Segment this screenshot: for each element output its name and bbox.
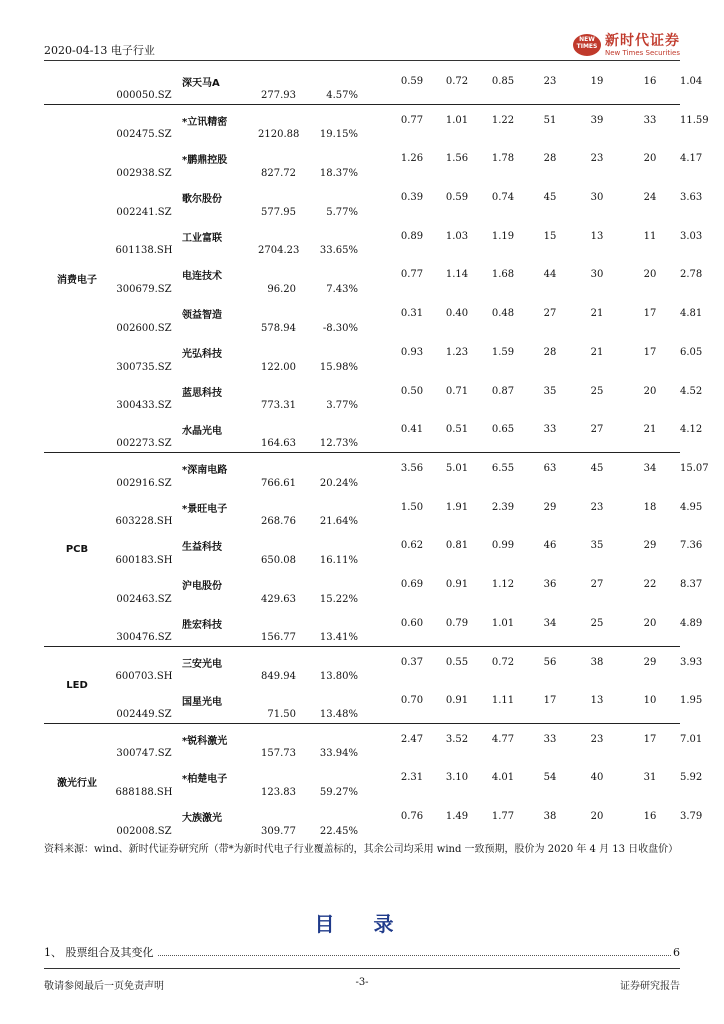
spacer-cell — [358, 143, 390, 182]
table-row: 300433.SZ 蓝思科技 773.31 3.77% 0.50 0.71 0.87 35 25 20 4.52 — [44, 376, 680, 415]
toc-entry-label: 1、 股票组合及其变化 — [44, 946, 154, 959]
market-value: 577.95 — [261, 206, 296, 218]
spacer-cell — [358, 762, 390, 801]
eps-2021: 0.72 — [491, 656, 515, 668]
price-change: 21.64% — [319, 516, 358, 528]
pe-2020: 23 — [590, 501, 604, 513]
pe-2021: 20 — [643, 269, 657, 281]
eps-2020: 3.10 — [445, 772, 469, 784]
eps-2019: 3.56 — [400, 463, 424, 475]
eps-2020: 0.81 — [445, 540, 469, 552]
spacer-cell — [358, 685, 390, 724]
price-change: 59.27% — [319, 787, 358, 799]
eps-2021: 0.87 — [491, 385, 515, 397]
eps-2021: 0.99 — [491, 540, 515, 552]
pe-2021: 20 — [643, 385, 657, 397]
eps-2020: 0.51 — [434, 414, 480, 453]
stock-code: 002241.SZ — [116, 206, 172, 218]
stock-code: 002273.SZ — [110, 414, 178, 453]
stock-code: 300679.SZ — [116, 284, 172, 296]
pe-2020: 13 — [574, 685, 620, 724]
pe-2020: 38 — [590, 656, 604, 668]
pe-2021: 24 — [643, 192, 657, 204]
pe-2021: 20 — [643, 153, 657, 165]
pe-2019: 35 — [543, 385, 557, 397]
stock-code: 600703.SH — [115, 671, 173, 682]
pe-2021: 18 — [643, 501, 657, 513]
eps-2021: 0.74 — [491, 192, 515, 204]
pe-2020: 21 — [590, 346, 604, 358]
eps-2020: 1.91 — [445, 501, 469, 513]
eps-2021: 0.48 — [491, 308, 515, 320]
pe-2021: 21 — [620, 414, 680, 453]
eps-2021: 1.11 — [480, 685, 526, 724]
toc-entry-page: 6 — [673, 946, 680, 959]
eps-2020: 3.52 — [445, 734, 469, 746]
stock-name: *鹏鼎控股 — [182, 155, 228, 167]
eps-2019: 0.50 — [400, 385, 424, 397]
pe-2021: 16 — [620, 66, 680, 105]
pe-2021: 29 — [643, 656, 657, 668]
table-row: 002463.SZ 沪电股份 429.63 15.22% 0.69 0.91 1.12 36 27 22 8.37 — [44, 569, 680, 608]
pe-2019: 56 — [543, 656, 557, 668]
spacer-cell — [358, 492, 390, 531]
price-change: 33.94% — [319, 748, 358, 760]
logo-badge-icon: NEW TIMES — [573, 34, 601, 56]
pe-2021: 10 — [620, 685, 680, 724]
stock-name: *柏楚电子 — [182, 774, 228, 786]
eps-2021: 1.19 — [491, 230, 515, 242]
stock-name: 大族激光 — [182, 813, 222, 825]
pe-2019: 17 — [526, 685, 574, 724]
pe-2021: 16 — [643, 811, 657, 823]
eps-2019: 1.26 — [400, 153, 424, 165]
stock-name: 歌尔股份 — [182, 194, 222, 206]
pe-2019: 33 — [543, 734, 557, 746]
eps-2019: 0.70 — [390, 685, 434, 724]
pe-2020: 23 — [590, 734, 604, 746]
pe-2021: 17 — [643, 308, 657, 320]
spacer-cell — [358, 376, 390, 415]
eps-2021: 0.85 — [480, 66, 526, 105]
spacer-cell — [358, 608, 390, 647]
table-row: LED 600703.SH 三安光电 849.94 13.80% 0.37 0.55 0.72 56 38 29 3.93 — [44, 646, 680, 685]
price-change: 4.57% — [296, 66, 358, 105]
category-cell: PCB — [44, 453, 110, 646]
logo-chinese-name: 新时代证券 — [605, 32, 680, 49]
table-row: 600183.SH 生益科技 650.08 16.11% 0.62 0.81 0.99 46 35 29 7.36 — [44, 530, 680, 569]
pe-2020: 30 — [590, 192, 604, 204]
pe-2020: 23 — [590, 153, 604, 165]
table-row: 002600.SZ 领益智造 578.94 -8.30% 0.31 0.40 0.48 27 21 17 4.81 — [44, 298, 680, 337]
table-row: 002449.SZ 国星光电 71.50 13.48% 0.70 0.91 1.11 17 13 10 1.95 — [44, 685, 680, 724]
company-logo — [573, 32, 680, 58]
toc-leader-dots — [158, 955, 672, 956]
eps-2020: 1.56 — [445, 153, 469, 165]
price-change: 18.37% — [319, 168, 358, 180]
price-change: 7.43% — [326, 284, 358, 296]
eps-2021: 1.01 — [480, 608, 526, 647]
table-row: 激光行业 300747.SZ *锐科激光 157.73 33.94% 2.47 3.52 4.77 33 23 17 7.01 — [44, 724, 680, 763]
stock-name: 电连技术 — [182, 271, 222, 283]
eps-2021: 2.39 — [491, 501, 515, 513]
stock-name: 光弘科技 — [182, 348, 222, 360]
stock-code: 002600.SZ — [116, 322, 172, 334]
eps-2021: 4.77 — [491, 734, 515, 746]
eps-2020: 0.72 — [434, 66, 480, 105]
table-row: PCB 002916.SZ *深南电路 766.61 20.24% 3.56 5.01 6.55 63 45 34 15.07 — [44, 453, 680, 492]
pe-2020: 40 — [590, 772, 604, 784]
pe-2019: 28 — [543, 346, 557, 358]
market-value: 164.63 — [258, 414, 296, 453]
pe-2021: 17 — [643, 346, 657, 358]
pe-2020: 30 — [590, 269, 604, 281]
category-cell: LED — [44, 646, 110, 723]
spacer-cell — [358, 569, 390, 608]
stock-code: 300433.SZ — [116, 400, 172, 412]
market-value: 156.77 — [258, 608, 296, 647]
price-change: 19.15% — [319, 129, 358, 141]
market-value: 650.08 — [261, 554, 296, 566]
price-change: 13.80% — [319, 671, 358, 682]
stock-name: *景旺电子 — [182, 503, 228, 515]
stock-name: 蓝思科技 — [182, 387, 222, 399]
price-change: 15.98% — [319, 361, 358, 373]
market-value: 71.50 — [258, 685, 296, 724]
pe-2021: 11 — [643, 230, 657, 242]
eps-2019: 0.41 — [390, 414, 434, 453]
stock-name: 沪电股份 — [182, 580, 222, 592]
pe-2019: 28 — [543, 153, 557, 165]
pe-2020: 27 — [590, 578, 604, 590]
stock-name: *锐科激光 — [182, 736, 228, 748]
pe-2020: 27 — [574, 414, 620, 453]
price-change: 20.24% — [319, 477, 358, 489]
pe-2020: 25 — [590, 385, 604, 397]
table-row: 603228.SH *景旺电子 268.76 21.64% 1.50 1.91 2.39 29 23 18 4.95 — [44, 492, 680, 531]
eps-2021: 1.22 — [491, 115, 515, 127]
price-change: -8.30% — [322, 322, 358, 334]
spacer-cell — [358, 259, 390, 298]
eps-2019: 0.59 — [390, 66, 434, 105]
market-value: 2704.23 — [258, 245, 300, 257]
market-value: 578.94 — [261, 322, 296, 334]
stock-code: 688188.SH — [115, 787, 173, 799]
eps-2020: 0.71 — [445, 385, 469, 397]
pe-2019: 54 — [543, 772, 557, 784]
market-value: 429.63 — [261, 593, 296, 605]
pe-2019: 46 — [543, 540, 557, 552]
pe-2021: 22 — [643, 578, 657, 590]
price-change: 13.48% — [296, 685, 358, 724]
stock-name: 工业富联 — [182, 232, 222, 244]
pe-2021: 31 — [643, 772, 657, 784]
table-row: 300679.SZ 电连技术 96.20 7.43% 0.77 1.14 1.68 44 30 20 2.78 — [44, 259, 680, 298]
stock-name: 国星光电 — [178, 685, 258, 724]
price-change: 13.41% — [296, 608, 358, 647]
eps-2019: 0.93 — [400, 346, 424, 358]
pe-2019: 38 — [543, 811, 557, 823]
market-value: 277.93 — [258, 66, 296, 105]
source-note: 资料来源：wind、新时代证券研究所（带*为新时代电子行业覆盖标的，其余公司均采用 wind 一致预期，股价为 2020 年 4 月 13 日收盘价） — [44, 844, 679, 855]
pe-2019: 36 — [543, 578, 557, 590]
stock-code: 002938.SZ — [116, 168, 172, 180]
stock-name: *深南电路 — [182, 465, 228, 477]
spacer-cell — [358, 221, 390, 260]
eps-2020: 0.59 — [445, 192, 469, 204]
table-row: 688188.SH *柏楚电子 123.83 59.27% 2.31 3.10 4.01 54 40 31 5.92 — [44, 762, 680, 801]
stock-code: 300735.SZ — [116, 361, 172, 373]
eps-2019: 0.60 — [390, 608, 434, 647]
spacer-cell — [358, 105, 390, 144]
pe-2019: 45 — [543, 192, 557, 204]
table-row: 601138.SH 工业富联 2704.23 33.65% 0.89 1.03 1.19 15 13 11 3.03 — [44, 221, 680, 260]
spacer-cell — [358, 646, 390, 685]
eps-2020: 0.91 — [434, 685, 480, 724]
table-row: 002938.SZ *鹏鼎控股 827.72 18.37% 1.26 1.56 1.78 28 23 20 4.17 — [44, 143, 680, 182]
market-value: 827.72 — [261, 168, 296, 180]
stock-code: 002475.SZ — [116, 129, 172, 141]
pe-2021: 33 — [643, 115, 657, 127]
pe-2021: 20 — [620, 608, 680, 647]
eps-2021: 6.55 — [491, 463, 515, 475]
price-change: 3.77% — [326, 400, 358, 412]
eps-2019: 0.77 — [400, 115, 424, 127]
spacer-cell — [358, 182, 390, 221]
stock-name: *立讯精密 — [182, 117, 228, 129]
pe-2019: 23 — [526, 66, 574, 105]
market-value: 309.77 — [261, 825, 296, 837]
table-row: 002008.SZ 大族激光 309.77 22.45% 0.76 1.49 1.77 38 20 16 3.79 — [44, 801, 680, 840]
pe-2019: 51 — [543, 115, 557, 127]
eps-2019: 2.31 — [400, 772, 424, 784]
market-value: 849.94 — [261, 671, 296, 682]
spacer-cell — [358, 724, 390, 763]
eps-2020: 1.49 — [445, 811, 469, 823]
pe-2019: 33 — [526, 414, 574, 453]
eps-2021: 1.68 — [491, 269, 515, 281]
table-row: 002273.SZ 水晶光电 164.63 12.73% 0.41 0.51 0.65 33 27 21 4.12 — [44, 414, 680, 453]
stock-code: 000050.SZ — [110, 66, 178, 105]
eps-2019: 0.31 — [400, 308, 424, 320]
eps-2020: 1.03 — [445, 230, 469, 242]
spacer-cell — [358, 530, 390, 569]
eps-2019: 0.69 — [400, 578, 424, 590]
page-footer — [44, 968, 680, 992]
pe-2020: 21 — [590, 308, 604, 320]
eps-2019: 0.39 — [400, 192, 424, 204]
pe-2020: 19 — [574, 66, 620, 105]
eps-2019: 0.77 — [400, 269, 424, 281]
eps-2019: 0.76 — [400, 811, 424, 823]
market-value: 123.83 — [261, 787, 296, 799]
eps-2019: 1.50 — [400, 501, 424, 513]
eps-2019: 0.89 — [400, 230, 424, 242]
stock-code: 002463.SZ — [116, 593, 172, 605]
table-row: 002241.SZ 歌尔股份 577.95 5.77% 0.39 0.59 0.74 45 30 24 3.63 — [44, 182, 680, 221]
eps-2021: 4.01 — [491, 772, 515, 784]
stock-code: 601138.SH — [115, 245, 173, 257]
stock-code: 603228.SH — [115, 516, 173, 528]
pe-2019: 29 — [543, 501, 557, 513]
price-change: 15.22% — [319, 593, 358, 605]
pe-2020: 35 — [590, 540, 604, 552]
eps-2020: 0.40 — [445, 308, 469, 320]
eps-2020: 1.01 — [445, 115, 469, 127]
eps-2020: 5.01 — [445, 463, 469, 475]
toc-entry[interactable] — [44, 944, 680, 960]
market-value: 122.00 — [261, 361, 296, 373]
price-change: 33.65% — [319, 245, 358, 257]
stock-code: 002449.SZ — [110, 685, 178, 724]
eps-2020: 0.91 — [445, 578, 469, 590]
footer-disclaimer: 敬请参阅最后一页免责声明 — [44, 981, 164, 992]
category-cell: 消费电子 — [44, 105, 110, 453]
eps-2021: 1.78 — [491, 153, 515, 165]
toc-title: 目 录 — [314, 912, 410, 936]
pe-2020: 25 — [574, 608, 620, 647]
stock-name: 深天马A — [178, 66, 258, 105]
pe-2021: 29 — [643, 540, 657, 552]
pe-2020: 45 — [590, 463, 604, 475]
market-value: 766.61 — [261, 477, 296, 489]
market-value: 268.76 — [261, 516, 296, 528]
spacer-cell — [358, 414, 390, 453]
market-value: 773.31 — [261, 400, 296, 412]
stock-code: 600183.SH — [115, 554, 173, 566]
eps-2020: 0.55 — [445, 656, 469, 668]
spacer-cell — [358, 801, 390, 840]
eps-2019: 0.37 — [400, 656, 424, 668]
market-value: 96.20 — [267, 284, 296, 296]
category-cell: 激光行业 — [57, 778, 97, 790]
footer-report-type: 证券研究报告 — [620, 981, 680, 992]
price-change: 5.77% — [326, 206, 358, 218]
price-change: 16.11% — [319, 554, 358, 566]
page-number: -3- — [355, 977, 369, 988]
table-row: 000050.SZ 深天马A 277.93 4.57% 0.59 0.72 0.85 23 19 16 1.04 — [44, 66, 680, 105]
pe-2021: 17 — [643, 734, 657, 746]
category-cell — [44, 66, 110, 105]
eps-2021: 1.77 — [491, 811, 515, 823]
stock-code: 002916.SZ — [116, 477, 172, 489]
table-row: 300735.SZ 光弘科技 122.00 15.98% 0.93 1.23 1.59 28 21 17 6.05 — [44, 337, 680, 376]
pe-2019: 15 — [543, 230, 557, 242]
stock-code: 300747.SZ — [116, 748, 172, 760]
eps-2019: 0.62 — [400, 540, 424, 552]
stock-name: 胜宏科技 — [178, 608, 258, 647]
market-value: 157.73 — [261, 748, 296, 760]
table-row: 300476.SZ 胜宏科技 156.77 13.41% 0.60 0.79 1.01 34 25 20 4.89 — [44, 608, 680, 647]
spacer-cell — [358, 337, 390, 376]
eps-2020: 1.14 — [445, 269, 469, 281]
eps-2021: 0.65 — [480, 414, 526, 453]
stock-name: 水晶光电 — [178, 414, 258, 453]
table-row: 消费电子 002475.SZ *立讯精密 2120.88 19.15% 0.77 1.01 1.22 51 39 33 11.59 — [44, 105, 680, 144]
eps-2021: 1.59 — [491, 346, 515, 358]
page-header — [44, 32, 680, 61]
pe-2019: 44 — [543, 269, 557, 281]
header-date-industry: 2020-04-13 电子行业 — [44, 44, 155, 57]
stock-name: 生益科技 — [182, 542, 222, 554]
stock-code: 300476.SZ — [110, 608, 178, 647]
logo-english-name: New Times Securities — [605, 48, 680, 57]
stock-name: 领益智造 — [182, 310, 222, 322]
pe-2019: 34 — [526, 608, 574, 647]
price-change: 12.73% — [296, 414, 358, 453]
stock-code: 002008.SZ — [116, 825, 172, 837]
eps-2020: 1.23 — [445, 346, 469, 358]
pe-2021: 34 — [643, 463, 657, 475]
spacer-cell — [358, 453, 390, 492]
eps-2019: 2.47 — [400, 734, 424, 746]
eps-2021: 1.12 — [491, 578, 515, 590]
pe-2020: 20 — [590, 811, 604, 823]
pe-2019: 63 — [543, 463, 557, 475]
spacer-cell — [358, 66, 390, 105]
spacer-cell — [358, 298, 390, 337]
market-value: 2120.88 — [258, 129, 300, 141]
stock-table — [44, 66, 709, 840]
pe-2020: 39 — [590, 115, 604, 127]
pe-2019: 27 — [543, 308, 557, 320]
eps-2020: 0.79 — [434, 608, 480, 647]
stock-name: 三安光电 — [182, 658, 222, 670]
price-change: 22.45% — [319, 825, 358, 837]
pe-2020: 13 — [590, 230, 604, 242]
